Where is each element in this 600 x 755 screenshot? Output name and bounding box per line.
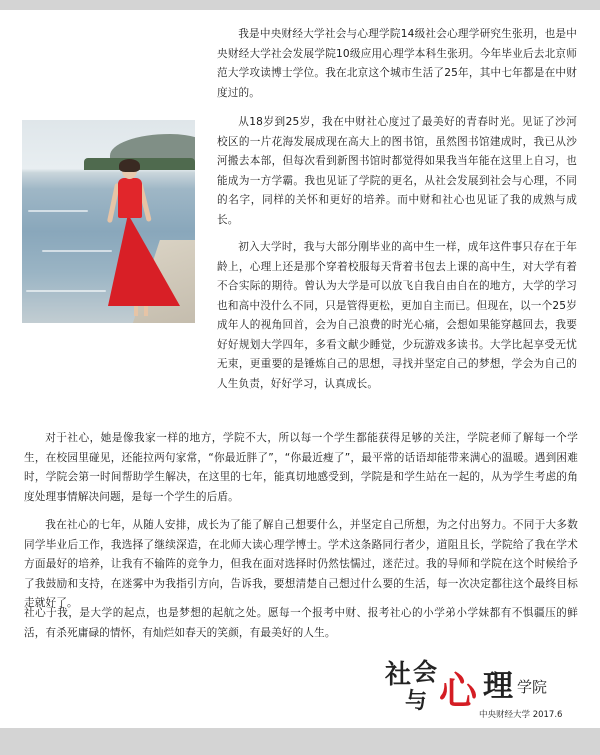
photo-wave — [26, 290, 106, 292]
top-band — [0, 0, 600, 10]
logo-char-accent: 心 — [439, 668, 478, 713]
photo-red-dress-top — [118, 178, 142, 218]
logo-char: 理 — [483, 669, 513, 704]
photo-red-dress-skirt — [108, 214, 180, 306]
photo-hair — [119, 159, 140, 172]
logo-char: 社 — [385, 660, 412, 690]
paragraph-closing: 社心于我，是大学的起点，也是梦想的起航之处。愿每一个报考中财、报考社心的小学弟小学妹都有不惧疆压的鲜活，有杀死庸碌的情怀，有灿烂如春天的笑颜，有最美好的人生。 — [24, 607, 578, 639]
photo-leg — [144, 306, 148, 316]
portrait-photo — [22, 120, 195, 323]
photo-leg — [134, 306, 138, 316]
logo-char-small: 学院 — [517, 678, 548, 696]
bottom-band — [0, 728, 600, 755]
photo-wave — [28, 210, 88, 212]
school-logo — [383, 657, 573, 722]
paragraph-freshman: 初入大学时，我与大部分刚毕业的高中生一样，成年这件事只存在于年龄上，心理上还是那个穿着校服每天背着书包去上课的高中生，对大学有着不合实际的期待。曾认为大学是可以放飞自我自由自在的地方，大学的学习也和高中没什么不同，只是管得更松，更加自主而已。但现在，以一个25岁成年人的视角回首，会为自己浪费的时光心痛，会想如果能穿越回去，我要好好规划大学四年，多看文献少睡觉，少玩游戏多读书。大学比起享受无忧无束，更重要的是锤炼自己的思想，寻找并坚定自己的梦想，学会为自己的人生负责，好好学习，认真成长。 — [217, 241, 577, 390]
paragraph-school-home: 对于社心，她是像我家一样的地方，学院不大，所以每一个学生都能获得足够的关注，学院老师了解每一个学生，在校园里碰见，还能拉两句家常，“你最近胖了”，“你最近瘦了”，最平常的话语却能带来满心的温暖。遇到困难时，学院会第一时间帮助学生解决，在这里的七年，能真切地感受到，学院是和学生站在一起的，从为学生考虑的角度处理事情解决问题，是每一个学生的后盾。 — [24, 432, 578, 503]
paragraph-seven-years: 我在社心的七年，从随人安排，成长为了能了解自己想要什么，并坚定自己所想，为之付出努力。不同于大多数同学毕业后工作，我选择了继续深造，在北师大读心理学博士。学术这条路同行者少，道阻且长，学院给了我在学术方面最好的培养，让我有不输阵的竞争力，但我在面对选择时仍然怯懦过，迷茫过。我的导师和学院在这个时候给予了我鼓励和支持，在迷雾中为我指引方向，告诉我，要想清楚自己想过什么要的生活，每一次决定都往这个最终目标走就好了。 — [24, 519, 578, 609]
logo-char: 会 — [413, 657, 437, 686]
paragraph-youth: 从18岁到25岁，我在中财社心度过了最美好的青春时光。见证了沙河校区的一片花海发展成现在高大上的图书馆，虽然图书馆建成时，我已从沙河搬去本部，但每次看到新图书馆时都觉得如果我当年能在这里上自习，也能成为一方学霸。我也见证了学院的更名，从社会发展到社会与心理，不同的名字，同样的关怀和更好的培养。而中财和社心也见证了我的成熟与成长。 — [217, 116, 577, 226]
paragraph-intro: 我是中央财经大学社会与心理学院14级社会心理学研究生张玥，也是中央财经大学社会发展学院10级应用心理学本科生张玥。今年毕业后去北京师范大学攻读博士学位。我在北京这个城市生活了25年，其中七年都是在中财度过的。 — [217, 28, 577, 99]
logo-school-date: 中央财经大学 2017.6 — [479, 710, 563, 720]
photo-wave — [42, 250, 112, 252]
logo-char: 与 — [405, 688, 428, 714]
